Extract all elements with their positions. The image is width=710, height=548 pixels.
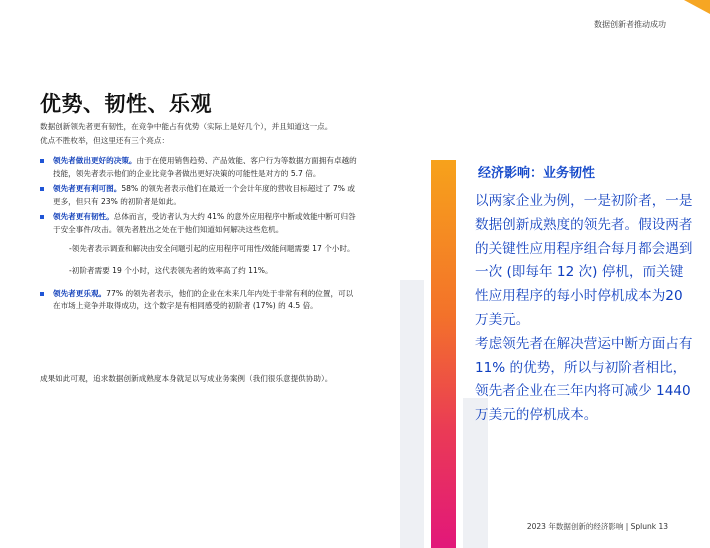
closing-statement: 成果如此可观，追求数据创新成熟度本身就足以写成业务案例（我们很乐意提供协助）。 (40, 374, 333, 383)
bullet-text: 总体而言，受访者认为大约 41% 的意外应用程序中断或效能中断可归咎于安全事件/攻击。领先者胜出之处在于他们知道如何解决这些危机。 (53, 212, 356, 234)
impact-paragraph-2: 考虑领先者在解决营运中断方面占有11% 的优势，所以与初阶者相比，领先者企业在三年内将可减少 1440 万美元的停机成本。 (475, 335, 693, 424)
intro-line-1: 数据创新领先者更有韧性，在竞争中能占有优势（实际上是好几个），并且知道这一点。 (40, 122, 333, 131)
bullet-lead: 领先者做出更好的决策。 (53, 156, 137, 165)
bullet-text: 由于在使用销售趋势、产品效能、客户行为等数据方面拥有卓越的技能，领先者表示他们的企业比竞争者做出更好决策的可能性是对方的 5.7 倍。 (53, 156, 357, 178)
decorative-gray-bar-left (400, 280, 424, 548)
page-title: 优势、韧性、乐观 (40, 92, 212, 116)
impact-body (475, 190, 695, 428)
corner-accent-mark (684, 0, 710, 14)
decorative-gradient-bar (431, 160, 456, 548)
bullet-square-icon (40, 215, 44, 219)
highlights-list (40, 155, 360, 316)
bullet-better-decisions (40, 155, 360, 180)
bullet-text: 77% 的领先者表示，他们的企业在未来几年内处于非常有利的位置，可以在市场上竞争并取得成功，这个数字是有相同感受的初阶者 (17%) 的 4.5 倍。 (53, 288, 354, 311)
bullet-lead: 领先者更有利可图。 (53, 184, 122, 194)
bullet-lead: 领先者更乐观。 (53, 288, 107, 298)
impact-paragraph-1: 以两家企业为例，一是初阶者，一是数据创新成熟度的领先者。假设两者的关键性应用程序组合每月都会遇到一次 (即每年 12 次) 停机，而关键性应用程序的每小时停机成本为20 万美元。 (475, 193, 693, 328)
bullet-more-resilient (40, 211, 360, 236)
impact-heading: 经济影响：业务韧性 (478, 166, 596, 181)
page-footer: 2023 年数据创新的经济影响 | Splunk 13 (526, 522, 668, 531)
bullet-lead: 领先者更有韧性。 (53, 212, 114, 222)
bullet-more-profitable (40, 183, 360, 208)
bullet-square-icon (40, 187, 44, 191)
bullet-square-icon (40, 292, 44, 296)
sub-item-leaders-hours: -领先者表示调查和解决由安全问题引起的应用程序可用性/效能问题需要 17 个小时。 (69, 243, 355, 253)
sub-item-beginners-hours: -初阶者需要 19 个小时，这代表领先者的效率高了约 11%。 (69, 266, 273, 276)
intro-paragraph (40, 120, 370, 148)
bullet-square-icon (40, 159, 44, 163)
bullet-text: 58% 的领先者表示他们在最近一个会计年度的营收目标超过了 7% 或更多，但只有 23% 的初阶者是如此。 (53, 184, 355, 206)
intro-line-2: 优点不胜枚举，但这里还有三个亮点： (40, 136, 170, 145)
bullet-more-optimistic (40, 288, 360, 313)
section-header: 数据创新者推动成功 (594, 20, 666, 29)
